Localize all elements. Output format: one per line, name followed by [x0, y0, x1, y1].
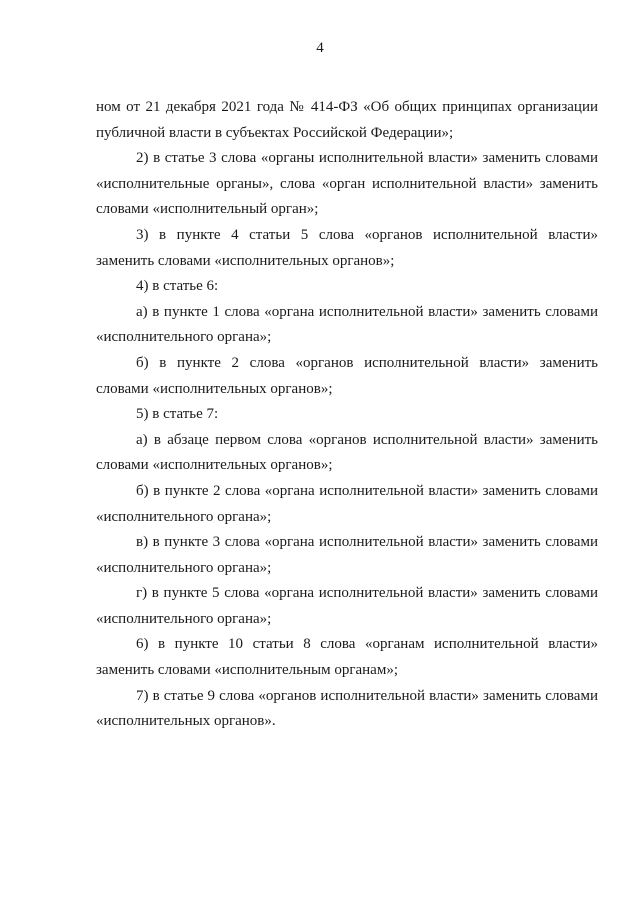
paragraph-item-5c: в) в пункте 3 слова «органа исполнительной власти» заменить словами «исполнительного органа»; [96, 534, 598, 576]
paragraph-item-5a: а) в абзаце первом слова «органов исполнительной власти» заменить словами «исполнительных органов»; [96, 431, 598, 474]
document-body [96, 95, 598, 735]
paragraph-item-5d: г) в пункте 5 слова «органа исполнительной власти» заменить словами «исполнительного органа»; [96, 585, 598, 627]
paragraph-item-5: 5) в статье 7: [136, 406, 219, 423]
page-number: 4 [316, 40, 324, 56]
paragraph-item-4a: а) в пункте 1 слова «органа исполнительной власти» заменить словами «исполнительного органа»; [96, 303, 598, 346]
paragraph-item-3: 3) в пункте 4 статьи 5 слова «органов исполнительной власти» заменить словами «исполнительных органов»; [96, 226, 598, 269]
paragraph-item-4b: б) в пункте 2 слова «органов исполнительной власти» заменить словами «исполнительных органов»; [96, 354, 598, 397]
paragraph-item-2: 2) в статье 3 слова «органы исполнительной власти» заменить словами «исполнительные органы», слова «орган исполнительной власти» заменить словами «исполнительный орган»; [96, 150, 598, 218]
paragraph-continuation: ном от 21 декабря 2021 года № 414-ФЗ «Об общих принципах организации публичной власти в субъектах Российской Федерации»; [96, 99, 598, 141]
paragraph-item-6: 6) в пункте 10 статьи 8 слова «органам исполнительной власти» заменить словами «исполнительным органам»; [96, 636, 598, 679]
paragraph-item-7: 7) в статье 9 слова «органов исполнительной власти» заменить словами «исполнительных органов». [96, 687, 598, 730]
paragraph-item-5b: б) в пункте 2 слова «органа исполнительной власти» заменить словами «исполнительного органа»; [96, 482, 598, 525]
paragraph-item-4: 4) в статье 6: [136, 278, 219, 295]
